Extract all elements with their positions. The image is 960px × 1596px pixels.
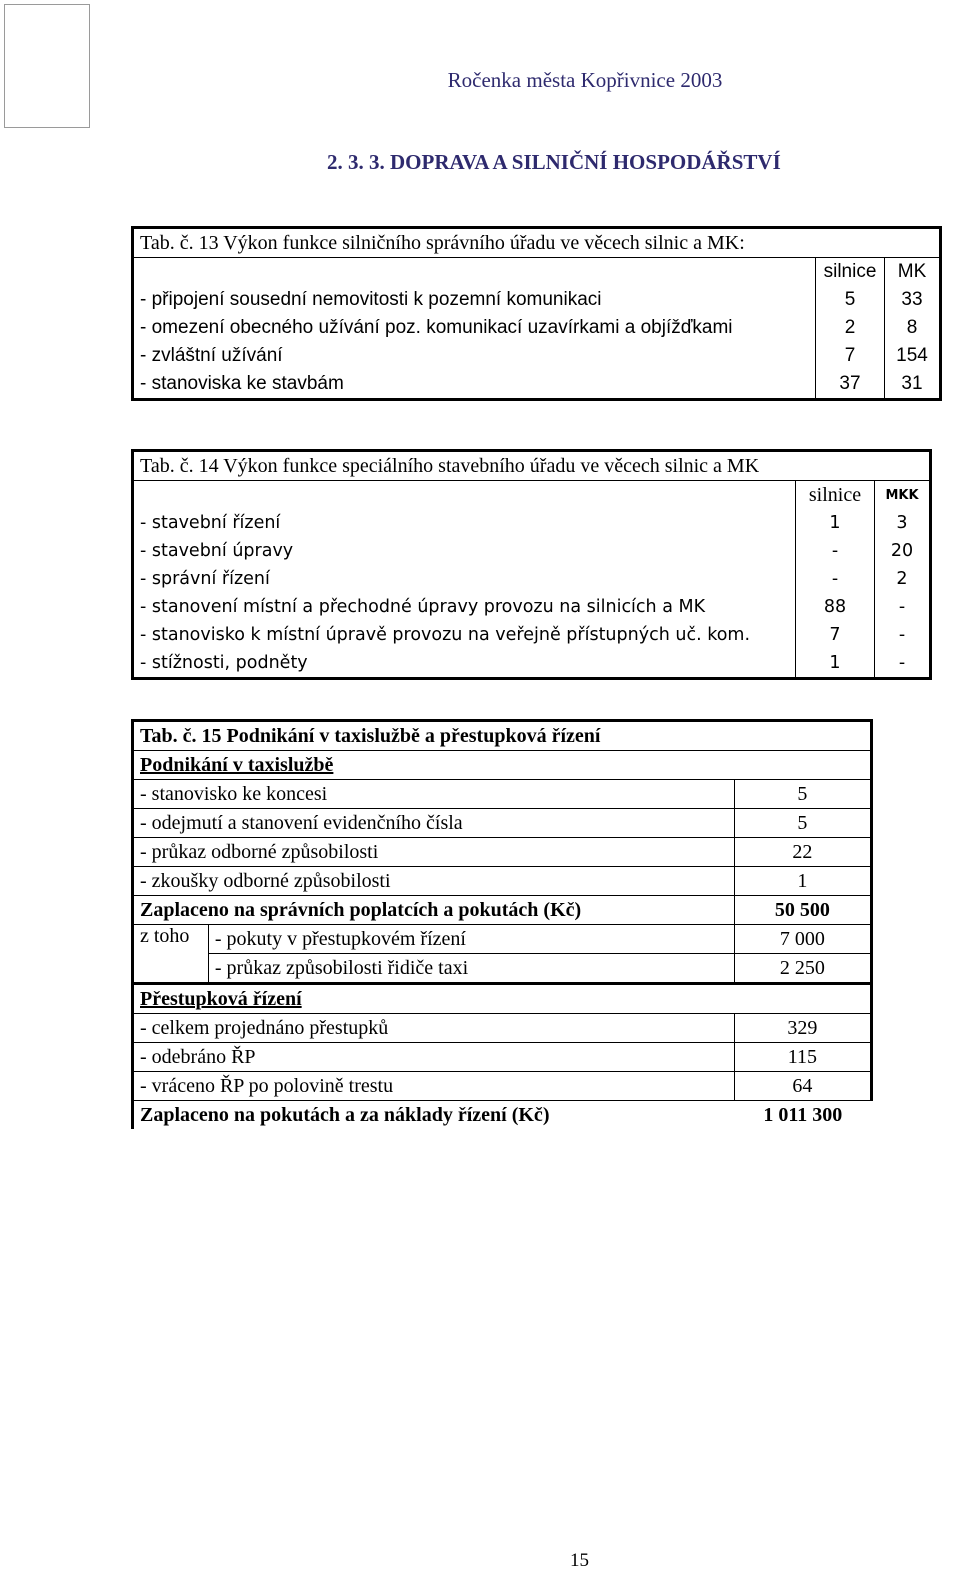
value-mk: 33 [885, 286, 941, 314]
table-row [133, 509, 931, 537]
taxi-heading: Podnikání v taxislužbě [133, 751, 872, 780]
row-label: - odejmutí a stanovení evidenčního čísla [133, 809, 735, 838]
row-label: - stanovisko ke koncesi [133, 780, 735, 809]
table-header-row [133, 258, 941, 287]
column-header-mk: MK [885, 258, 941, 287]
row-label: - stížnosti, podněty [140, 653, 308, 673]
value-silnice: 1 [796, 509, 875, 537]
row-label: - omezení obecného užívání poz. komunikací uzavírkami a objížďkami [140, 317, 733, 338]
fines-label: Zaplaceno na pokutách a za náklady řízení (Kč) [133, 1101, 735, 1130]
row-value: 22 [734, 838, 871, 867]
column-header-silnice: silnice [796, 481, 875, 510]
fees-value: 50 500 [734, 896, 871, 925]
section-title: 2. 3. 3. DOPRAVA A SILNIČNÍ HOSPODÁŘSTVÍ [327, 150, 781, 174]
table-row [133, 809, 872, 838]
table-15 [131, 719, 873, 1129]
row-value: 2 250 [734, 954, 871, 984]
row-label: - vráceno ŘP po polovině trestu [133, 1072, 735, 1101]
value-silnice: 2 [816, 314, 885, 342]
table-row [133, 370, 941, 400]
table-row [133, 342, 941, 370]
value-silnice: 37 [816, 370, 885, 400]
value-silnice: 88 [796, 593, 875, 621]
row-label: - pokuty v přestupkovém řízení [208, 925, 734, 954]
value-mkk: 20 [875, 537, 931, 565]
row-label: - zkoušky odborné způsobilosti [133, 867, 735, 896]
row-label: - průkaz odborné způsobilosti [133, 838, 735, 867]
row-label: - odebráno ŘP [133, 1043, 735, 1072]
column-header-silnice: silnice [816, 258, 885, 287]
row-value: 7 000 [734, 925, 871, 954]
row-value: 115 [734, 1043, 871, 1072]
value-mk: 154 [885, 342, 941, 370]
page-number: 15 [570, 1550, 589, 1571]
table-row [133, 537, 931, 565]
table-row [133, 780, 872, 809]
row-label: - stavební úpravy [140, 541, 294, 561]
row-label: - stanoviska ke stavbám [140, 373, 344, 394]
row-value: 64 [734, 1072, 871, 1101]
offence-heading: Přestupková řízení [133, 984, 872, 1014]
page-header-title: Ročenka města Kopřivnice 2003 [447, 68, 723, 92]
table-row [133, 954, 872, 984]
table-row [133, 593, 931, 621]
fines-total-row [133, 1101, 872, 1130]
table-row [133, 838, 872, 867]
table-row [133, 925, 872, 954]
table-13-caption: Tab. č. 13 Výkon funkce silničního správního úřadu ve věcech silnic a MK: [140, 231, 745, 254]
value-mkk: - [875, 649, 931, 679]
table-row [133, 1014, 872, 1043]
row-value: 329 [734, 1014, 871, 1043]
row-label: - správní řízení [140, 569, 270, 589]
row-label: - stanovení místní a přechodné úpravy provozu na silnicích a MK [140, 597, 706, 617]
table-14-caption: Tab. č. 14 Výkon funkce speciálního stavebního úřadu ve věcech silnic a MK [140, 454, 760, 477]
value-mk: 8 [885, 314, 941, 342]
row-label: - zvláštní užívání [140, 345, 283, 366]
value-mkk: - [875, 621, 931, 649]
value-silnice: - [796, 565, 875, 593]
table-row [133, 314, 941, 342]
table-header-row [133, 481, 931, 510]
row-value: 5 [734, 809, 871, 838]
value-mkk: 3 [875, 509, 931, 537]
section-heading-row [133, 984, 872, 1014]
of-which-label: z toho [133, 925, 209, 984]
value-silnice: 7 [796, 621, 875, 649]
table-14 [131, 449, 932, 680]
fees-label: Zaplaceno na správních poplatcích a pokutách (Kč) [133, 896, 735, 925]
table-caption-row [133, 721, 872, 751]
table-row [133, 867, 872, 896]
value-silnice: 1 [796, 649, 875, 679]
corner-frame [4, 4, 90, 128]
table-row [133, 565, 931, 593]
column-header-mkk: MKK [875, 481, 931, 510]
section-heading-row [133, 751, 872, 780]
value-silnice: 7 [816, 342, 885, 370]
value-silnice: - [796, 537, 875, 565]
row-label: - stavební řízení [140, 513, 281, 533]
row-value: 1 [734, 867, 871, 896]
row-value: 5 [734, 780, 871, 809]
table-row [133, 286, 941, 314]
row-label: - celkem projednáno přestupků [133, 1014, 735, 1043]
value-mkk: - [875, 593, 931, 621]
table-row [133, 1043, 872, 1072]
table-caption-row [133, 451, 931, 481]
table-row [133, 1072, 872, 1101]
fines-value: 1 011 300 [763, 1103, 843, 1126]
table-row [133, 649, 931, 679]
table-15-caption: Tab. č. 15 Podnikání v taxislužbě a přestupková řízení [133, 721, 872, 751]
table-13 [131, 226, 942, 401]
table-caption-row [133, 228, 941, 258]
value-mkk: 2 [875, 565, 931, 593]
row-label: - připojení sousední nemovitosti k pozemní komunikaci [140, 289, 602, 310]
fees-total-row [133, 896, 872, 925]
table-row [133, 621, 931, 649]
row-label: - stanovisko k místní úpravě provozu na veřejně přístupných uč. kom. [140, 625, 751, 645]
value-silnice: 5 [816, 286, 885, 314]
row-label: - průkaz způsobilosti řidiče taxi [208, 954, 734, 984]
value-mk: 31 [885, 370, 941, 400]
